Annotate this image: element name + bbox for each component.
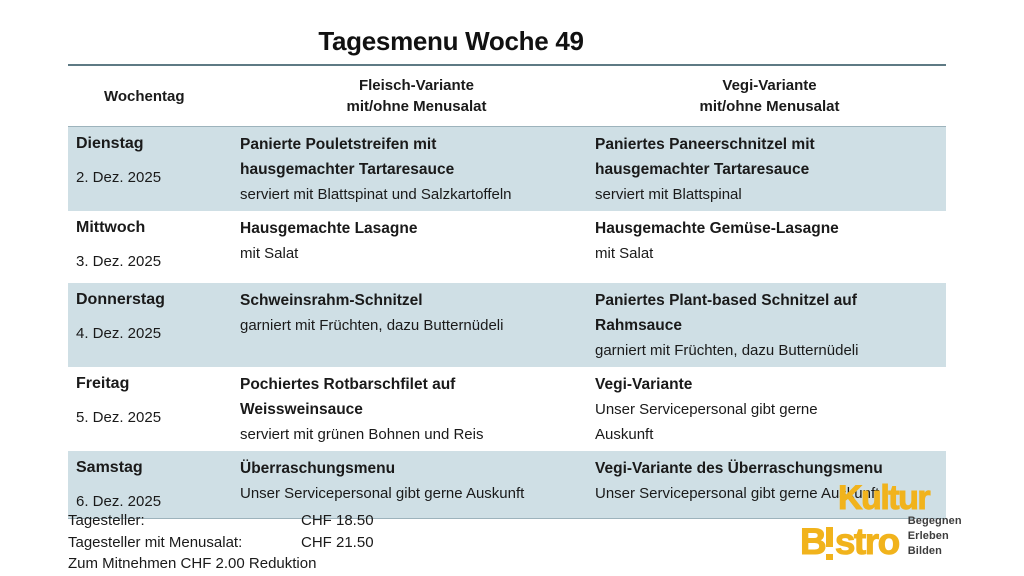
menu-desc-line: Auskunft — [595, 426, 654, 443]
logo-bistro-i-glyph — [825, 525, 835, 554]
menu-title-line: Hausgemachte Lasagne — [240, 220, 418, 237]
meat-menu-cell — [240, 216, 593, 279]
menu-title-line: Paniertes Plant-based Schnitzel auf — [595, 292, 857, 309]
logo-bistro-b: B — [800, 521, 826, 562]
menu-desc-line: mit Salat — [595, 245, 654, 262]
column-header-vegi-line2: mit/ohne Menusalat — [699, 98, 840, 115]
takeaway-note: Zum Mitnehmen CHF 2.00 Reduktion — [68, 555, 317, 572]
column-header-vegi — [593, 66, 946, 126]
menu-title-line: Pochiertes Rotbarschfilet auf — [240, 376, 456, 393]
vegi-menu-cell — [593, 288, 946, 363]
day-date: 5. Dez. 2025 — [76, 409, 162, 426]
menu-title-line: Panierte Pouletstreifen mit — [240, 136, 437, 153]
menu-title-line: hausgemachter Tartaresauce — [240, 161, 455, 178]
day-name: Dienstag — [76, 135, 144, 152]
price-label: Tagesteller: — [68, 512, 145, 529]
menu-title-line: Rahmsauce — [595, 317, 683, 334]
day-cell — [68, 372, 240, 447]
menu-title-line: Vegi-Variante — [595, 376, 693, 393]
logo-bistro-stro: stro — [834, 521, 899, 562]
day-date: 4. Dez. 2025 — [76, 325, 162, 342]
logo-word-bistro — [800, 521, 899, 562]
day-date: 2. Dez. 2025 — [76, 169, 162, 186]
table-header-row — [68, 66, 946, 126]
day-name: Mittwoch — [76, 219, 146, 236]
logo-tagline — [908, 514, 962, 559]
menu-desc-line: mit Salat — [240, 245, 299, 262]
table-row-freitag — [68, 367, 946, 451]
vegi-menu-cell — [593, 372, 946, 447]
day-cell — [68, 216, 240, 279]
pricing-block — [68, 510, 374, 575]
kultur-bistro-logo — [800, 479, 1020, 562]
day-name: Donnerstag — [76, 291, 165, 308]
menu-title-line: Schweinsrahm-Schnitzel — [240, 292, 423, 309]
price-line-menusalat — [68, 532, 374, 554]
day-date: 6. Dez. 2025 — [76, 493, 162, 510]
menu-desc-line: garniert mit Früchten, dazu Butternüdeli — [240, 317, 504, 334]
column-header-vegi-line1: Vegi-Variante — [722, 77, 817, 94]
menu-desc-line: garniert mit Früchten, dazu Butternüdeli — [595, 342, 859, 359]
menu-desc-line: Unser Servicepersonal gibt gerne — [595, 401, 818, 418]
menu-content — [68, 0, 946, 519]
tagline-line: Erleben — [907, 530, 949, 542]
meat-menu-cell — [240, 456, 593, 514]
day-name: Samstag — [76, 459, 143, 476]
menu-title-line: Überraschungsmenu — [240, 460, 396, 477]
table-row-donnerstag — [68, 283, 946, 367]
column-header-weekday-label: Wochentag — [104, 87, 185, 105]
table-row-mittwoch — [68, 211, 946, 283]
table-row-dienstag — [68, 126, 946, 211]
column-header-meat-line1: Fleisch-Variante — [358, 77, 475, 94]
meat-menu-cell — [240, 288, 593, 363]
day-cell — [68, 288, 240, 363]
day-name: Freitag — [76, 375, 130, 392]
column-header-meat-line2: mit/ohne Menusalat — [346, 98, 487, 115]
menu-desc-line: serviert mit Blattspinat und Salzkartoffeln — [240, 186, 512, 203]
page-title: Tagesmenu Woche 49 — [318, 26, 584, 56]
price-value: CHF 18.50 — [301, 512, 374, 529]
price-line-tagesteller — [68, 510, 374, 532]
menu-title-line: hausgemachter Tartaresauce — [595, 161, 810, 178]
menu-title-line: Hausgemachte Gemüse-Lasagne — [595, 220, 839, 237]
menu-desc-line: Unser Servicepersonal gibt gerne Auskunft — [240, 485, 525, 502]
meat-menu-cell — [240, 132, 593, 207]
day-cell — [68, 456, 240, 514]
menu-title-line: Vegi-Variante des Überraschungsmenu — [595, 460, 883, 477]
menu-desc-line: serviert mit grünen Bohnen und Reis — [240, 426, 484, 443]
menu-title-line: Paniertes Paneerschnitzel mit — [595, 136, 815, 153]
day-date: 3. Dez. 2025 — [76, 253, 162, 270]
meat-menu-cell — [240, 372, 593, 447]
column-header-meat — [240, 66, 593, 126]
vegi-menu-cell — [593, 216, 946, 279]
menu-desc-line: serviert mit Blattspinal — [595, 186, 742, 203]
logo-word-kultur: Kultur — [838, 479, 930, 517]
price-label: Tagesteller mit Menusalat: — [68, 533, 243, 551]
tagline-line: Begegnen — [907, 515, 962, 527]
day-cell — [68, 132, 240, 207]
price-value: CHF 21.50 — [301, 533, 374, 551]
vegi-menu-cell — [593, 132, 946, 207]
tagline-line: Bilden — [907, 545, 942, 557]
column-header-weekday — [68, 66, 240, 126]
menu-title-line: Weissweinsauce — [240, 401, 363, 418]
logo-row — [800, 514, 1020, 560]
menu-desc-line: Unser Servicepersonal gibt gerne Auskunft — [595, 485, 880, 502]
